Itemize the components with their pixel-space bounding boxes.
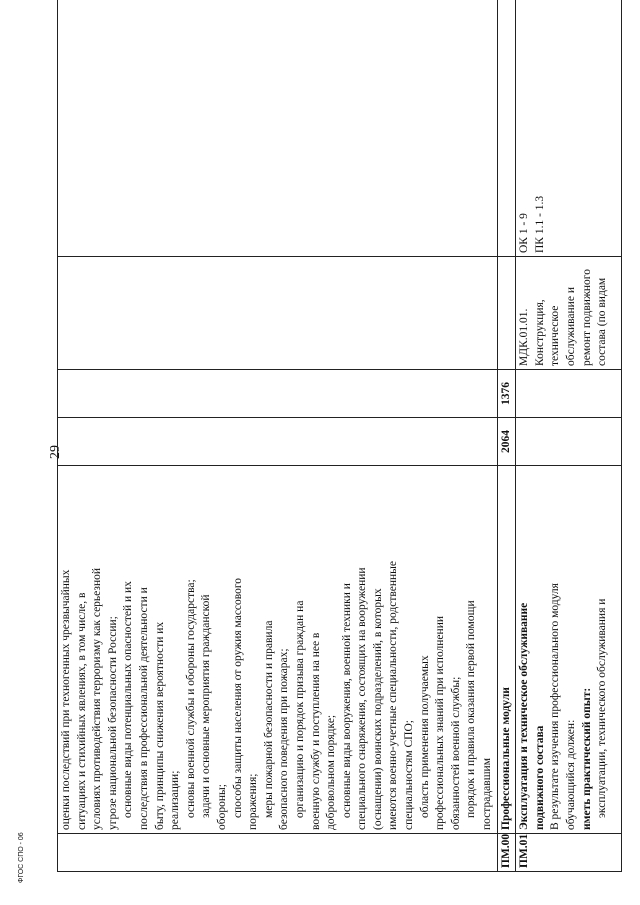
description-line: поражения;: [247, 773, 260, 830]
description-line: обязанностей военной службы;: [449, 676, 462, 830]
description-line: профессиональных знаний при исполнении: [434, 615, 447, 830]
module-title-line: Эксплуатация и техническое обслуживание: [518, 602, 531, 830]
description-line: эксплуатации, технического обслуживания и: [596, 598, 609, 818]
table-row-safety-content: [58, 0, 498, 872]
cell-code: [58, 834, 498, 872]
competency-line: ОК 1 - 9: [518, 213, 531, 253]
cell-description: Профессиональные модули: [497, 466, 516, 834]
description-line: оценки последствий при техногенных чрезвычайных: [60, 569, 72, 830]
cell-discipline: [497, 257, 516, 370]
description-line: последствия в профессиональной деятельности и: [137, 587, 150, 830]
competency-line: ПК 1.1 - 1.3: [533, 195, 546, 253]
cell-hours-max: 2064: [497, 418, 516, 466]
table-row-professional-modules: [497, 0, 516, 872]
cell-hours-required: [58, 370, 498, 418]
description-line: безопасного поведения при пожарах;: [278, 648, 291, 830]
cell-competencies: [516, 0, 622, 257]
description-line: военную службу и поступления на нее в: [309, 632, 322, 830]
cell-hours-max: [516, 418, 622, 466]
description-line: обороны;: [215, 784, 228, 830]
module-title-line: подвижного состава: [533, 725, 546, 830]
discipline-line: МДК.01.01.: [518, 308, 531, 366]
description-line: условиях противодействия терроризму как серьезной: [91, 567, 104, 830]
cell-description: [58, 466, 498, 834]
description-line: добровольном порядке;: [325, 714, 338, 830]
description-line: ситуациях и стихийных явлениях, в том числе, в: [75, 592, 88, 830]
cell-hours-required: 1376: [497, 370, 516, 418]
discipline-line: техническое: [549, 305, 562, 366]
description-line: основные виды потенциальных опасностей и их: [122, 581, 135, 818]
description-line: основные виды вооружения, военной техники и: [340, 583, 353, 818]
discipline-line: обслуживание и: [565, 287, 577, 366]
description-line: специального снаряжения, состоящих на вооружении: [356, 567, 369, 830]
description-line: меры пожарной безопасности и правила: [262, 620, 275, 818]
description-line: угрозе национальной безопасности России;: [106, 616, 119, 830]
description-line: реализации;: [169, 770, 182, 830]
description-line: обучающийся должен:: [565, 719, 577, 830]
description-line: задачи и основные мероприятия гражданской: [200, 594, 213, 818]
curriculum-table: [57, 32, 609, 872]
cell-code: ПМ.00: [497, 834, 516, 872]
cell-code: ПМ.01: [516, 834, 622, 872]
page-number: 29: [48, 445, 63, 459]
description-heading: иметь практический опыт:: [580, 687, 593, 830]
cell-discipline: [58, 257, 498, 370]
cell-description: [516, 466, 622, 834]
cell-hours-max: [58, 418, 498, 466]
description-line: основы военной службы и обороны государства;: [184, 579, 197, 818]
description-line: В результате изучения профессионального модуля: [549, 583, 562, 830]
description-line: специальностям СПО;: [403, 720, 416, 830]
discipline-line: состава (по видам: [596, 277, 609, 366]
description-line: организацию и порядок призыва граждан на: [293, 600, 306, 818]
description-line: имеются военно-учетные специальности, родственные: [387, 560, 400, 830]
cell-hours-required: [516, 370, 622, 418]
description-line: пострадавшим: [481, 758, 494, 830]
discipline-line: Конструкция,: [533, 299, 546, 366]
table-row-pm01: [516, 0, 622, 872]
footer-standard-code: ФГОС СПО - 06: [18, 832, 25, 883]
description-line: область применения получаемых: [418, 655, 431, 818]
cell-discipline: [516, 257, 622, 370]
description-line: (оснащении) воинских подразделений, в которых: [371, 588, 384, 830]
description-line: способы защиты населения от оружия массового: [231, 577, 244, 818]
cell-competencies: [58, 0, 498, 257]
discipline-line: ремонт подвижного: [580, 269, 593, 366]
description-line: порядок и правила оказания первой помощи: [465, 600, 478, 818]
cell-competencies: [497, 0, 516, 257]
description-line: быту, принципы снижения вероятности их: [153, 621, 166, 830]
